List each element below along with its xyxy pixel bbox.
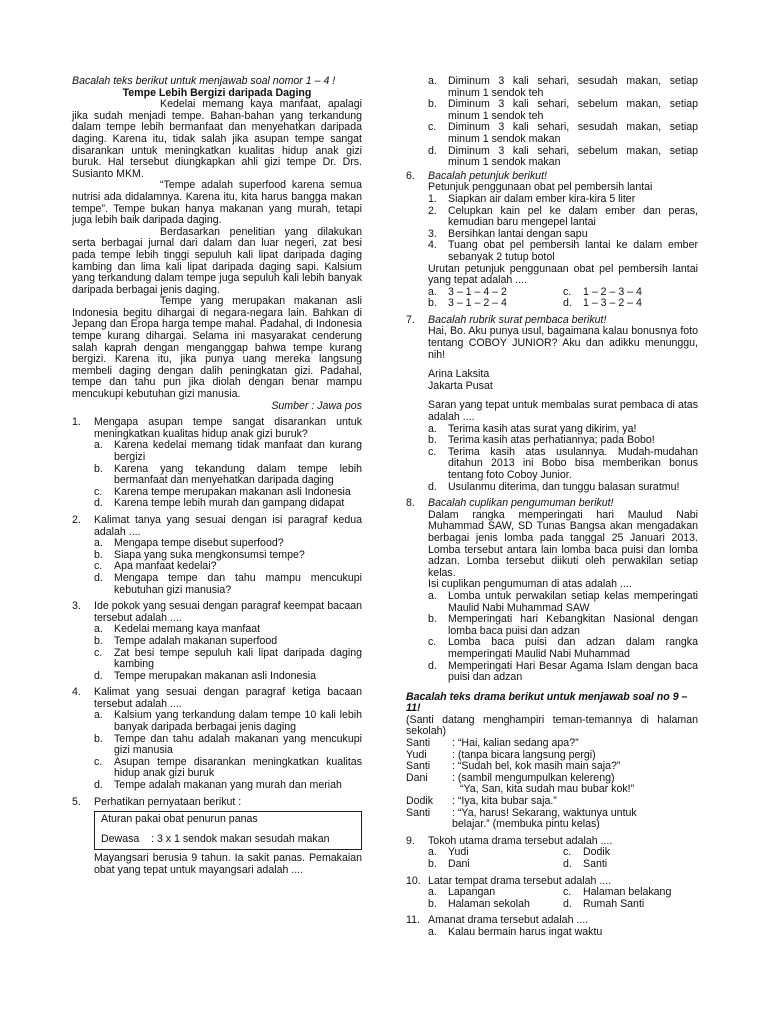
reader-letter: Hai, Bo. Aku punya usul, bagaimana kalau bonusnya foto tentang COBOY JUNIOR? Aku dan adikku menunggu, nih! (428, 325, 698, 361)
option-text: Zat besi tempe sepuluh kali lipat daripada daging kambing (114, 646, 362, 671)
option-row (428, 298, 698, 310)
option-text: Karena tempe lebih murah dan gampang didapat (114, 497, 345, 510)
option-d[interactable] (94, 780, 362, 792)
option-text: 3 – 1 – 2 – 4 (448, 297, 507, 310)
question-number: 1. (72, 416, 81, 429)
step-number: 2. (428, 204, 437, 217)
option-text: Memperingati hari Kebangkitan Nasional dengan lomba baca puisi dan adzan (448, 613, 698, 637)
announcement-text: Dalam rangka memperingati hari Maulud Nabi Muhammad SAW, SD Tunas Bangsa akan mengadakan berbagai jenis lomba pada tanggal 25 Januari 2013. Lomba tersebut antara lain lomba baca puisi dan lomba adzan. Lomba tersebut diikuti oleh perwakilan setiap kelas. (428, 508, 698, 579)
dosage-value: : 3 x 1 sendok makan sesudah makan (151, 832, 330, 845)
option-letter: c. (563, 886, 572, 899)
option-a[interactable] (94, 710, 362, 733)
option-letter: b. (94, 462, 103, 475)
option-text: Kedelai memang kaya manfaat (114, 623, 261, 636)
question-5-options (406, 76, 698, 169)
option-c[interactable] (94, 648, 362, 671)
dialogue-line (406, 738, 698, 750)
question-title: Bacalah rubrik surat pembaca berikut! (428, 313, 607, 326)
question-number: 6. (406, 169, 415, 182)
question-9 (406, 836, 698, 871)
question-1 (72, 417, 362, 510)
step-number: 4. (428, 239, 437, 252)
question-number: 3. (72, 600, 81, 613)
question-text: Ide pokok yang sesuai dengan paragraf keempat bacaan tersebut adalah .... (94, 600, 362, 624)
option-text: Tempe dan tahu adalah makanan yang mencukupi gizi manusia (114, 732, 362, 757)
option-letter: d. (563, 858, 572, 870)
question-2 (72, 515, 362, 596)
option-text: Yudi (448, 846, 469, 859)
question-number: 10. (406, 874, 421, 887)
letter-sender-name: Arina Laksita (428, 368, 490, 381)
question-text: Urutan petunjuk penggunaan obat pel pembersih lantai yang tepat adalah .... (428, 262, 698, 287)
option-letter: d. (94, 779, 103, 792)
question-text: Amanat drama tersebut adalah .... (428, 914, 589, 927)
option-letter: a. (428, 846, 437, 859)
option-letter: c. (563, 285, 572, 298)
medicine-rule-dosage (101, 834, 355, 846)
option-a[interactable] (94, 440, 362, 463)
option-text: Apa manfaat kedelai? (114, 560, 217, 573)
drama-dialogue (406, 738, 698, 831)
option-letter: a. (428, 886, 437, 899)
option-letter: c. (428, 121, 437, 134)
dosage-label: Dewasa (101, 832, 140, 845)
option-text: Dani (448, 858, 470, 870)
speaker: Santi (406, 806, 431, 819)
option-c[interactable] (428, 122, 698, 145)
option-row (428, 859, 698, 871)
option-letter: a. (428, 925, 437, 938)
step-text: Bersihkan lantai dengan sapu (448, 227, 588, 240)
option-text: Karena kedelai memang tidak manfaat dan kurang bergizi (114, 439, 362, 463)
option-text: Kalsium yang terkandung dalam tempe 10 kali lebih banyak daripada berbagai jenis daging (114, 709, 362, 734)
line-text: : “Sudah bel, kok masih main saja?” (452, 760, 621, 773)
question-number: 5. (72, 795, 81, 808)
option-letter: d. (563, 297, 572, 310)
option-text: Usulanmu diterima, dan tunggu balasan suratmu! (448, 480, 680, 493)
option-a[interactable] (94, 538, 362, 550)
step-2 (428, 206, 698, 229)
question-5 (72, 797, 362, 809)
question-number: 7. (406, 313, 415, 326)
question-text: Kalimat tanya yang sesuai dengan isi paragraf kedua adalah .... (94, 513, 362, 538)
option-text: Siapa yang suka mengkonsumsi tempe? (114, 548, 305, 561)
line-text: : “Hai, kalian sedang apa?” (452, 737, 579, 750)
dialogue-line (406, 808, 698, 831)
question-text: Latar tempat drama tersebut adalah .... (428, 874, 612, 887)
question-text: Isi cuplikan pengumuman di atas adalah .... (428, 578, 632, 591)
option-letter: c. (428, 445, 437, 458)
line-text: : (sambil mengumpulkan kelereng) (452, 771, 615, 784)
option-letter: d. (94, 571, 103, 584)
question-10 (406, 876, 698, 911)
option-text: 1 – 3 – 2 – 4 (583, 297, 642, 310)
option-letter: b. (94, 548, 103, 561)
option-text: Terima kasih atas surat yang dikirim, ya! (448, 422, 637, 435)
question-8 (406, 498, 698, 684)
line-text: : (tanpa bicara langsung pergi) (452, 748, 596, 761)
option-letter: d. (428, 480, 437, 493)
right-column (406, 76, 698, 939)
option-text: Santi (583, 858, 608, 870)
option-letter: a. (94, 623, 103, 636)
option-letter: d. (94, 497, 103, 510)
option-text: Mengapa tempe disebut superfood? (114, 537, 284, 550)
option-text: Terima kasih atas perhatiannya; pada Bobo! (448, 434, 655, 447)
option-letter: b. (428, 613, 437, 626)
option-text: Mengapa tempe dan tahu mampu mencukupi kebutuhan gizi manusia? (114, 571, 362, 596)
option-letter: b. (428, 297, 437, 310)
option-text: Tempe adalah makanan superfood (114, 634, 278, 647)
question-title: Bacalah cuplikan pengumuman berikut! (428, 497, 614, 510)
option-text: Terima kasih atas usulannya. Mudah-mudahan ditahun 2013 ini Bobo bisa memberikan bonus tentang foto Coboy Junior. (448, 445, 698, 481)
option-a[interactable] (428, 76, 698, 99)
option-b[interactable] (428, 859, 563, 871)
question-text: Tokoh utama drama tersebut adalah .... (428, 834, 613, 847)
question-4 (72, 687, 362, 791)
article-source: Sumber : Jawa pos (271, 399, 362, 412)
option-b[interactable] (94, 636, 362, 648)
speaker: Santi (406, 760, 431, 773)
option-text: Halaman belakang (583, 886, 672, 899)
drama-stage-direction: (Santi datang menghampiri teman-temannya di halaman sekolah) (406, 713, 698, 738)
option-letter: a. (94, 439, 103, 452)
option-a[interactable] (428, 591, 698, 614)
option-c[interactable] (428, 637, 698, 660)
question-5-context: Mayangsari berusia 9 tahun. Ia sakit panas. Pemakaian obat yang tepat untuk mayangsari adalah .... (94, 852, 362, 876)
option-letter: c. (94, 485, 103, 498)
speaker: Dani (406, 771, 428, 784)
question-number: 4. (72, 686, 81, 699)
option-a[interactable] (428, 927, 698, 939)
reading-instruction: Bacalah teks berikut untuk menjawab soal nomor 1 – 4 ! (72, 75, 336, 87)
question-number: 8. (406, 497, 415, 510)
option-text: 1 – 2 – 3 – 4 (583, 285, 642, 298)
option-letter: a. (94, 537, 103, 550)
option-b[interactable] (428, 614, 698, 637)
option-letter: a. (94, 709, 103, 722)
option-d[interactable] (94, 573, 362, 596)
option-text: Rumah Santi (583, 897, 645, 910)
option-text: Diminum 3 kali sehari, sesudah makan, setiap minum 1 sendok makan (448, 121, 698, 145)
question-number: 11. (406, 914, 420, 927)
option-letter: c. (94, 646, 103, 659)
option-text: Memperingati Hari Besar Agama Islam dengan baca puisi dan adzan (448, 659, 698, 684)
option-text: Dodik (583, 846, 611, 859)
question-6 (406, 171, 698, 310)
option-letter: c. (94, 755, 103, 768)
step-text: Tuang obat pel pembersih lantai ke dalam ember sebanyak 2 tutup botol (448, 239, 698, 263)
article-title: Tempe Lebih Bergizi daripada Daging (122, 86, 312, 99)
option-letter: c. (563, 846, 572, 859)
question-11 (406, 915, 698, 938)
option-c[interactable] (94, 757, 362, 780)
option-d[interactable] (94, 671, 362, 683)
option-d[interactable] (428, 482, 698, 494)
step-number: 3. (428, 227, 437, 240)
option-letter: a. (428, 75, 437, 87)
option-b[interactable] (428, 298, 563, 310)
option-text: Halaman sekolah (448, 897, 530, 910)
speaker: Dodik (406, 795, 434, 808)
option-d[interactable] (563, 298, 698, 310)
option-b[interactable] (94, 464, 362, 487)
medicine-rule-title: Aturan pakai obat penurun panas (101, 813, 258, 826)
option-d[interactable] (428, 661, 698, 684)
speaker: Santi (406, 737, 431, 750)
question-text: Kalimat yang sesuai dengan paragraf ketiga bacaan tersebut adalah .... (94, 686, 362, 710)
option-d[interactable] (563, 899, 698, 911)
option-letter: b. (94, 732, 103, 745)
step-text: Celupkan kain pel ke dalam ember dan peras, kemudian baru mengepel lantai (448, 204, 698, 229)
option-text: Diminum 3 kali sehari, sesudah makan, setiap minum 1 sendok teh (448, 75, 698, 99)
option-d[interactable] (563, 859, 698, 871)
question-number: 9. (406, 834, 415, 847)
option-text: Tempe merupakan makanan asli Indonesia (114, 669, 316, 682)
option-d[interactable] (94, 498, 362, 510)
question-text: Saran yang tepat untuk membalas surat pembaca di atas adalah .... (428, 399, 698, 424)
option-text: Diminum 3 kali sehari, sebelum makan, setiap minum 1 sendok teh (448, 98, 698, 122)
option-d[interactable] (428, 146, 698, 169)
left-column (72, 76, 362, 877)
option-letter: c. (428, 636, 437, 649)
option-c[interactable] (428, 447, 698, 482)
option-letter: a. (428, 285, 437, 298)
line-text: : “Iya, kita bubar saja.” (452, 795, 557, 808)
option-text: Lomba baca puisi dan adzan dalam rangka memperingati Maulid Nabi Muhammad (448, 636, 698, 660)
speaker: Yudi (406, 748, 427, 761)
option-b[interactable] (94, 734, 362, 757)
option-letter: b. (428, 98, 437, 111)
option-letter: b. (94, 634, 103, 647)
step-1 (428, 194, 698, 206)
option-text: Lomba untuk perwakilan setiap kelas memperingati Maulid Nabi Muhammad SAW (448, 589, 698, 614)
option-letter: a. (428, 589, 437, 602)
question-text: Mengapa asupan tempe sangat disarankan untuk meningkatkan kualitas hidup anak gizi buruk? (94, 416, 362, 440)
step-text: Siapkan air dalam ember kira-kira 5 liter (448, 192, 636, 205)
option-text: Lapangan (448, 886, 496, 899)
question-7 (406, 315, 698, 493)
option-letter: c. (94, 560, 103, 573)
option-text: Kalau bermain harus ingat waktu (448, 925, 603, 938)
option-letter: b. (428, 434, 437, 447)
step-number: 1. (428, 192, 437, 205)
option-letter: b. (428, 858, 437, 870)
option-text: Asupan tempe disarankan meningkatkan kualitas hidup anak gizi buruk (114, 755, 362, 780)
dialogue-line (406, 796, 698, 808)
article-paragraph-1: Kedelai memang kaya manfaat, apalagi jika sudah menjadi tempe. Bahan-bahan yang terkandung dalam tempe lebih bermanfaat dan menyehatkan daripada daging. Karena itu, tidak salah jika asupan tempe sangat disarankan untuk meningkatkan kualitas hidup anak gizi buruk. Hal tersebut diungkapkan ahli gizi tempe Dr. Drs. Susianto MKM. (72, 98, 362, 180)
option-text: Diminum 3 kali sehari, sebelum makan, setiap minum 1 sendok makan (448, 144, 698, 169)
question-number: 2. (72, 513, 81, 526)
option-row (428, 899, 698, 911)
article-paragraph-4: Tempe yang merupakan makanan asli Indonesia begitu dihargai di negara-negara lain. Bahkan di Jepang dan Eropa harga tempe mahal. Padahal, di Indonesia tempe kurang dihargai. Selama ini masyarakat cenderung salah kaprah dengan menganggap bahwa tempe kurang bergizi. Karena itu, jika punya uang mereka langsung membeli daging dengan dalih peningkatan gizi. Padahal, tempe dan tahu pun jika diolah dengan benar mampu mencukupi kebutuhan gizi manusia. (72, 295, 362, 401)
option-b[interactable] (428, 899, 563, 911)
option-letter: b. (428, 897, 437, 910)
instructions-intro: Petunjuk penggunaan obat pel pembersih lantai (428, 181, 653, 194)
drama-instruction: Bacalah teks drama berikut untuk menjawab soal no 9 – 11! (406, 690, 688, 715)
option-text: Tempe adalah makanan yang murah dan meriah (114, 779, 342, 792)
option-letter: d. (94, 669, 103, 682)
medicine-rule-box (94, 811, 362, 850)
line-text: : “Ya, harus! Sekarang, waktunya untuk belajar.” (membuka pintu kelas) (452, 806, 637, 831)
option-letter: d. (563, 897, 572, 910)
step-4 (428, 240, 698, 263)
option-b[interactable] (428, 99, 698, 122)
option-letter: d. (428, 659, 437, 672)
option-text: 3 – 1 – 4 – 2 (448, 285, 507, 298)
option-letter: d. (428, 144, 437, 157)
question-text: Perhatikan pernyataan berikut : (94, 795, 242, 808)
option-text: Karena yang tekandung dalam tempe lebih bermanfaat dan menyehatkan daripada daging (114, 462, 362, 487)
article-paragraph-2: “Tempe adalah superfood karena semua nutrisi ada didalamnya. Karena itu, kita harus bangga makan tempe”. Tempe bukan hanya makanan yang murah, tetapi juga lebih baik daripada daging. (72, 179, 362, 227)
line-text: “Ya, San, kita sudah mau bubar kok!” (460, 783, 635, 796)
letter-sender-city: Jakarta Pusat (428, 379, 493, 392)
option-letter: a. (428, 422, 437, 435)
question-3 (72, 601, 362, 682)
article-paragraph-3: Berdasarkan penelitian yang dilakukan serta berbagai jurnal dari dalam dan luar negeri, zat besi pada tempe lebih tinggi sepuluh kali lipat daripada daging kambing dan lima kali lipat daripada daging sapi. Kalsium yang terkandung dalam tempe juga sepuluh kali lebih banyak daripada berbagai jenis daging. (72, 225, 362, 296)
question-title: Bacalah petunjuk berikut! (428, 169, 547, 182)
option-text: Karena tempe merupakan makanan asli Indonesia (114, 485, 351, 498)
